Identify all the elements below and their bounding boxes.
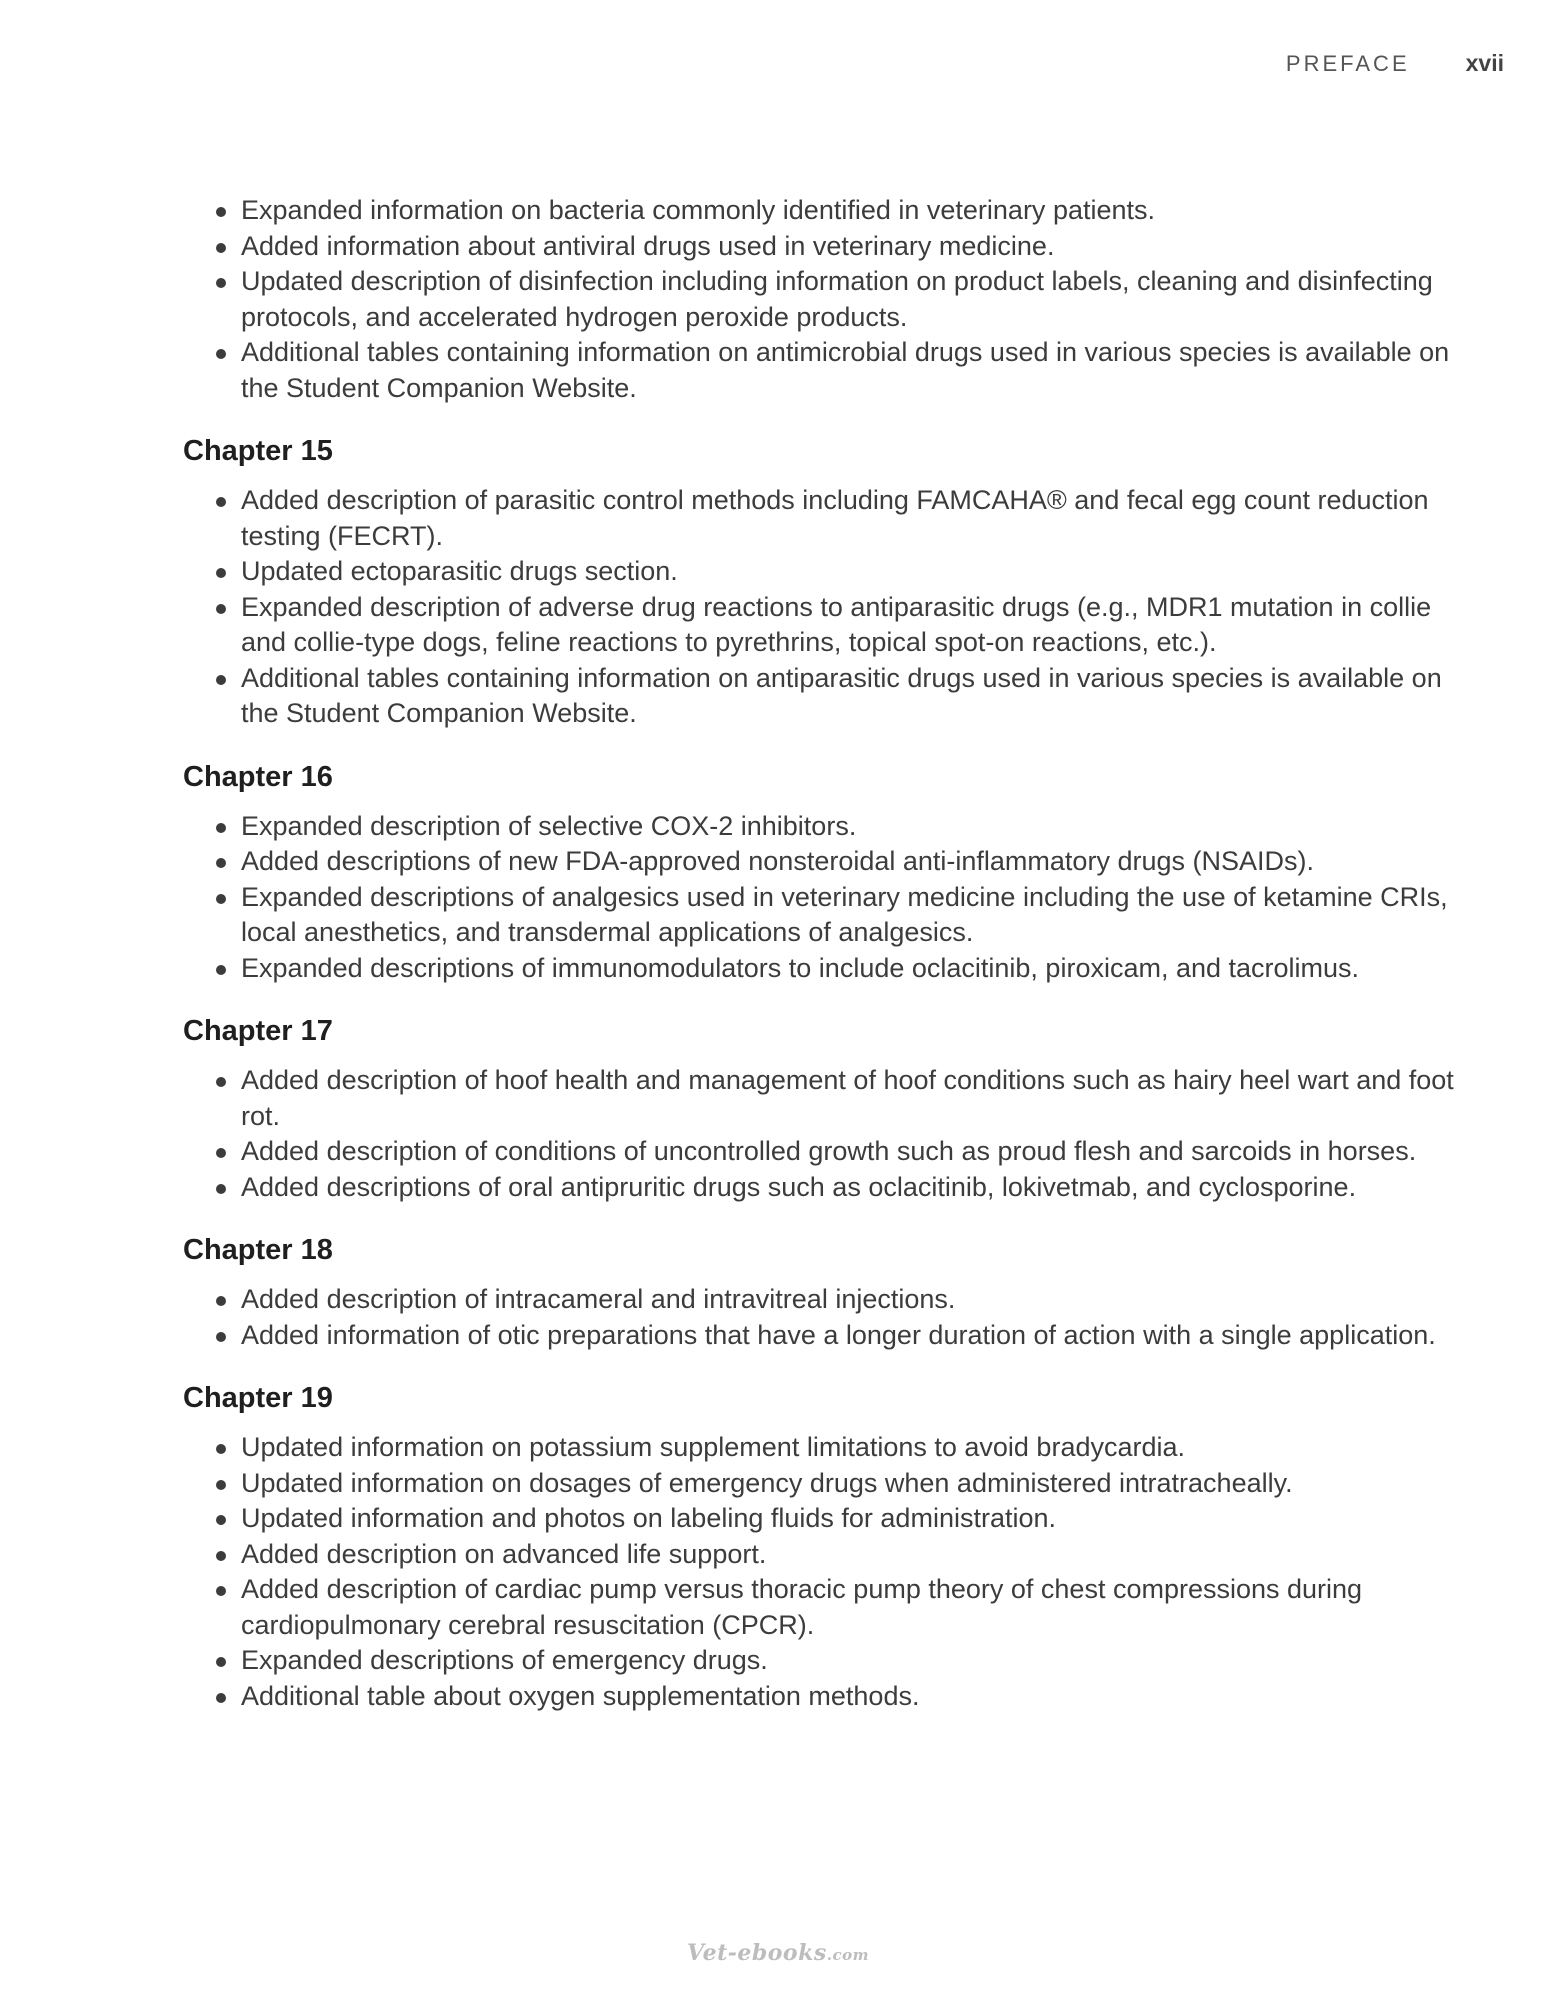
list-item [241,880,1473,951]
list-item-text: Updated ectoparasitic drugs section. [241,556,678,586]
list-item-text: Added information about antiviral drugs used in veterinary medicine. [241,230,1055,261]
list-item [241,1643,1473,1679]
list-item-text: Updated description of disinfection including information on product labels, cleaning and disinfecting protocols, and accelerated hydrogen peroxide products. [241,266,1433,332]
bullet-icon [216,1515,226,1525]
bullet-icon [216,894,226,904]
list-item-text: Added description of cardiac pump versus thoracic pump theory of chest compressions during cardiopulmonary cerebral resuscitation (CPCR). [241,1574,1363,1640]
chapter-section [183,1233,1473,1353]
list-item-text: Updated information on dosages of emergency drugs when administered intratracheally. [241,1467,1293,1498]
list-item-text: Expanded descriptions of analgesics used in veterinary medicine including the use of ketamine CRIs, local anesthetics, and transdermal applications of analgesics. [241,881,1448,947]
list-item [241,483,1473,554]
list-item-text: Expanded description of selective COX-2 inhibitors. [241,810,857,841]
list-item [241,951,1473,987]
list-item [241,1282,1473,1318]
list-item [241,554,1473,590]
running-head [1286,50,1504,77]
list-item-text: Additional tables containing information on antiparasitic drugs used in various species is available on the Student Companion Website. [241,662,1442,728]
list-item-text: Expanded description of adverse drug reactions to antiparasitic drugs (e.g., MDR1 mutation in collie and collie-type dogs, feline reactions to pyrethrins, topical spot-on reactions, etc.). [241,591,1432,657]
chapter-section [183,434,1473,732]
list-item [241,264,1473,335]
chapter-bullet-list [183,483,1473,732]
bullet-icon [216,1184,226,1194]
bullet-icon [216,1077,226,1087]
bullet-icon [216,1148,226,1158]
bullet-icon [216,1551,226,1561]
list-item [241,1466,1473,1502]
bullet-icon [216,1332,226,1342]
bullet-icon [216,1693,226,1703]
bullet-icon [216,1586,226,1596]
list-item-text: Additional tables containing information on antimicrobial drugs used in various species is available on the Student Companion Website. [241,337,1450,403]
chapter-bullet-list [183,1282,1473,1353]
bullet-icon [216,278,226,288]
list-item [241,229,1473,265]
chapter-section [183,760,1473,987]
list-item [241,1501,1473,1537]
list-item-text: Added description of parasitic control methods including FAMCAHA® and fecal egg count reduction testing (FECRT). [241,485,1429,551]
list-item [241,809,1473,845]
chapter-bullet-list [183,809,1473,987]
bullet-icon [216,965,226,975]
watermark-logo [0,1940,1556,1966]
chapter-heading: Chapter 18 [183,1234,333,1266]
list-item-text: Additional table about oxygen supplementation methods. [241,1680,920,1711]
list-item [241,1679,1473,1715]
watermark-main: Vet-ebooks [687,1940,827,1966]
list-item-text: Added information of otic preparations that have a longer duration of action with a single application. [241,1319,1436,1350]
running-head-section: PREFACE [1285,51,1410,76]
bullet-icon [216,568,226,578]
chapter-bullet-list [183,1430,1473,1714]
list-item [241,1134,1473,1170]
list-item [241,335,1473,406]
bullet-icon [216,675,226,685]
list-item-text: Added description on advanced life support. [241,1538,767,1569]
list-item [241,1537,1473,1573]
list-item [241,661,1473,732]
chapter-sections [183,434,1473,1714]
list-item-text: Expanded descriptions of emergency drugs. [241,1645,768,1675]
bullet-icon [216,1444,226,1454]
bullet-icon [216,1657,226,1667]
list-item-text: Expanded descriptions of immunomodulators to include oclacitinib, piroxicam, and tacrolimus. [241,952,1360,983]
bullet-icon [216,207,226,217]
list-item-text: Added description of conditions of uncontrolled growth such as proud flesh and sarcoids in horses. [241,1136,1417,1166]
list-item [241,1170,1473,1206]
watermark-suffix: .com [826,1946,869,1964]
chapter-section [183,1381,1473,1714]
list-item [241,1063,1473,1134]
bullet-icon [216,858,226,868]
chapter-heading: Chapter 15 [183,435,333,467]
list-item [241,1318,1473,1354]
bullet-icon [216,497,226,507]
chapter-heading: Chapter 16 [183,760,333,793]
list-item-text: Updated information and photos on labeling fluids for administration. [241,1503,1056,1533]
chapter-heading: Chapter 17 [183,1015,333,1047]
intro-bullet-list [183,193,1473,406]
chapter-section [183,1014,1473,1205]
chapter-heading: Chapter 19 [183,1382,333,1414]
list-item-text: Expanded information on bacteria commonly identified in veterinary patients. [241,195,1156,225]
list-item [241,193,1473,229]
page-body [183,193,1473,1714]
bullet-icon [216,1480,226,1490]
bullet-icon [216,604,226,614]
list-item-text: Added description of hoof health and management of hoof conditions such as hairy heel wart and foot rot. [241,1065,1454,1131]
list-item-text: Added descriptions of new FDA-approved nonsteroidal anti-inflammatory drugs (NSAIDs). [241,846,1314,876]
page-number: xvii [1465,50,1504,76]
list-item [241,590,1473,661]
list-item-text: Updated information on potassium supplement limitations to avoid bradycardia. [241,1432,1186,1462]
list-item [241,1430,1473,1466]
bullet-icon [216,349,226,359]
list-item [241,844,1473,880]
chapter-bullet-list [183,1063,1473,1205]
bullet-icon [216,1296,226,1306]
bullet-icon [216,823,226,833]
list-item-text: Added description of intracameral and intravitreal injections. [241,1284,956,1314]
list-item-text: Added descriptions of oral antipruritic drugs such as oclacitinib, lokivetmab, and cyclosporine. [241,1171,1357,1202]
bullet-icon [216,243,226,253]
list-item [241,1572,1473,1643]
